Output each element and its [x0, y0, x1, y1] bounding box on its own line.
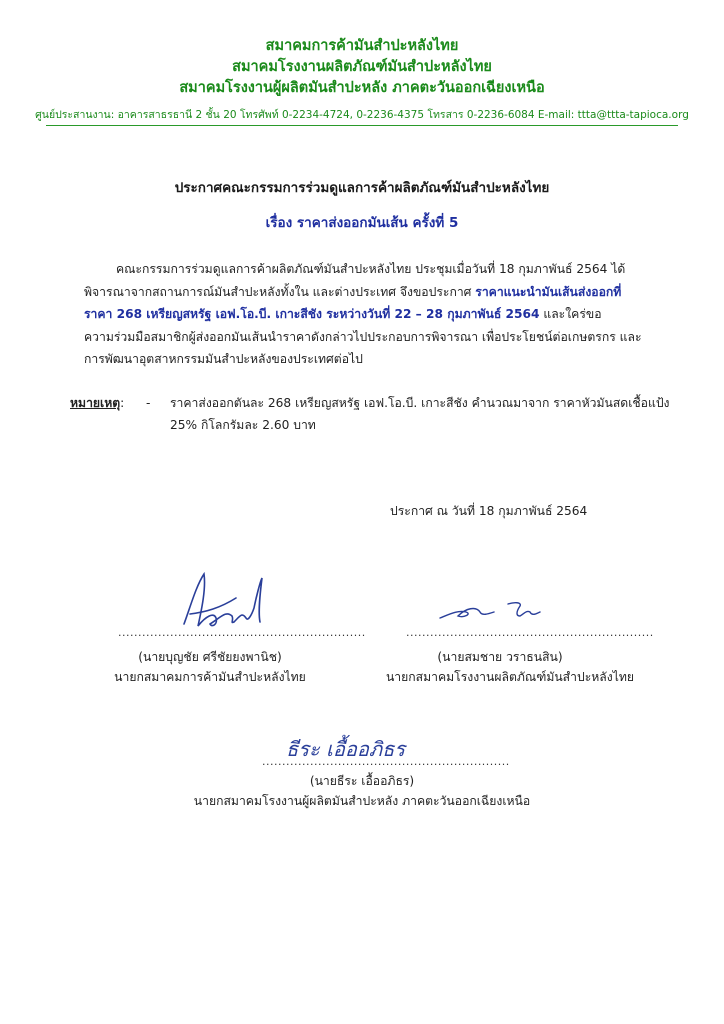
recommended-price-value: ราคา 268 เหรียญสหรัฐ เอฟ.โอ.บี. เกาะสีชัง ระหว่างวันที่ 22 – 28 กุมภาพันธ์ 2564: [84, 307, 540, 321]
recommended-price-label: ราคาแนะนำมันเส้นส่งออกที่: [475, 284, 622, 299]
header-divider: [46, 125, 678, 126]
body-line-5: การพัฒนาอุตสาหกรรมมันสำปะหลังของประเทศต่อไป: [84, 352, 363, 366]
announcement-title: ประกาศคณะกรรมการร่วมดูแลการค้าผลิตภัณฑ์มันสำปะหลังไทย: [174, 180, 550, 196]
contact-info: ศูนย์ประสานงาน: อาคารสาธรธานี 2 ชั้น 20 โทรศัพท์ 0-2234-4724, 0-2236-4375 โทรสาร 0-2236-6084 E-mail: ttta@ttta-tapioca.org: [35, 109, 689, 121]
signatory-right-position: นายกสมาคมโรงงานผลิตภัณฑ์มันสำปะหลังไทย: [385, 670, 635, 684]
announcement-body: [84, 258, 650, 371]
signature-line-right: ..............................................................: [406, 626, 654, 639]
signature-right: [436, 596, 556, 628]
body-line-2: [84, 281, 650, 304]
association-name-2: สมาคมโรงงานผลิตภัณฑ์มันสำปะหลังไทย: [232, 59, 492, 75]
signature-line-left: ..............................................................: [118, 626, 366, 639]
body-line-3b: และใคร่ขอ: [539, 307, 602, 321]
signature-line-center: ..............................................................: [262, 755, 510, 768]
association-name-1: สมาคมการค้ามันสำปะหลังไทย: [265, 38, 459, 54]
signature-center-text: ธีระ เอื้ออภิธร: [286, 737, 406, 761]
remark-colon: :: [120, 396, 125, 410]
body-line-4: ความร่วมมือสมาชิกผู้ส่งออกมันเส้นนำราคาดังกล่าวไปประกอบการพิจารณา เพื่อประโยชน์ต่อเกษตรกร และ: [84, 329, 642, 344]
remark-line-1: ราคาส่งออกตันละ 268 เหรียญสหรัฐ เอฟ.โอ.บี. เกาะสีชัง คำนวณมาจาก ราคาหัวมันสดเชื้อแป้ง: [170, 396, 670, 410]
announcement-date: ประกาศ ณ วันที่ 18 กุมภาพันธ์ 2564: [390, 504, 588, 518]
body-line-3: [84, 303, 650, 326]
signatory-left-name: (นายบุญชัย ศรีชัยยงพานิช): [138, 650, 282, 664]
signatory-center-name: (นายธีระ เอื้ออภิธร): [309, 774, 415, 788]
remark-label: หมายเหตุ: [70, 396, 121, 410]
signatory-center-position: นายกสมาคมโรงงานผู้ผลิตมันสำปะหลัง ภาคตะวันออกเฉียงเหนือ: [193, 794, 531, 808]
signature-left: [176, 568, 276, 634]
signatory-left-position: นายกสมาคมการค้ามันสำปะหลังไทย: [114, 670, 306, 684]
remark-line-2: 25% กิโลกรัมละ 2.60 บาท: [170, 418, 316, 432]
body-line-2a: พิจารณาจากสถานการณ์มันสำปะหลังทั้งใน และต่างประเทศ จึงขอประกาศ: [84, 284, 476, 299]
body-line-1: คณะกรรมการร่วมดูแลการค้าผลิตภัณฑ์มันสำปะหลังไทย ประชุมเมื่อวันที่ 18 กุมภาพันธ์ 2564 ได้: [116, 262, 626, 276]
announcement-subject: เรื่อง ราคาส่งออกมันเส้น ครั้งที่ 5: [265, 215, 459, 231]
remark-dash: -: [146, 396, 151, 410]
association-name-3: สมาคมโรงงานผู้ผลิตมันสำปะหลัง ภาคตะวันออกเฉียงเหนือ: [179, 80, 545, 96]
remark-label-wrap: [70, 392, 124, 415]
signatory-right-name: (นายสมชาย วราธนสิน): [437, 650, 563, 664]
